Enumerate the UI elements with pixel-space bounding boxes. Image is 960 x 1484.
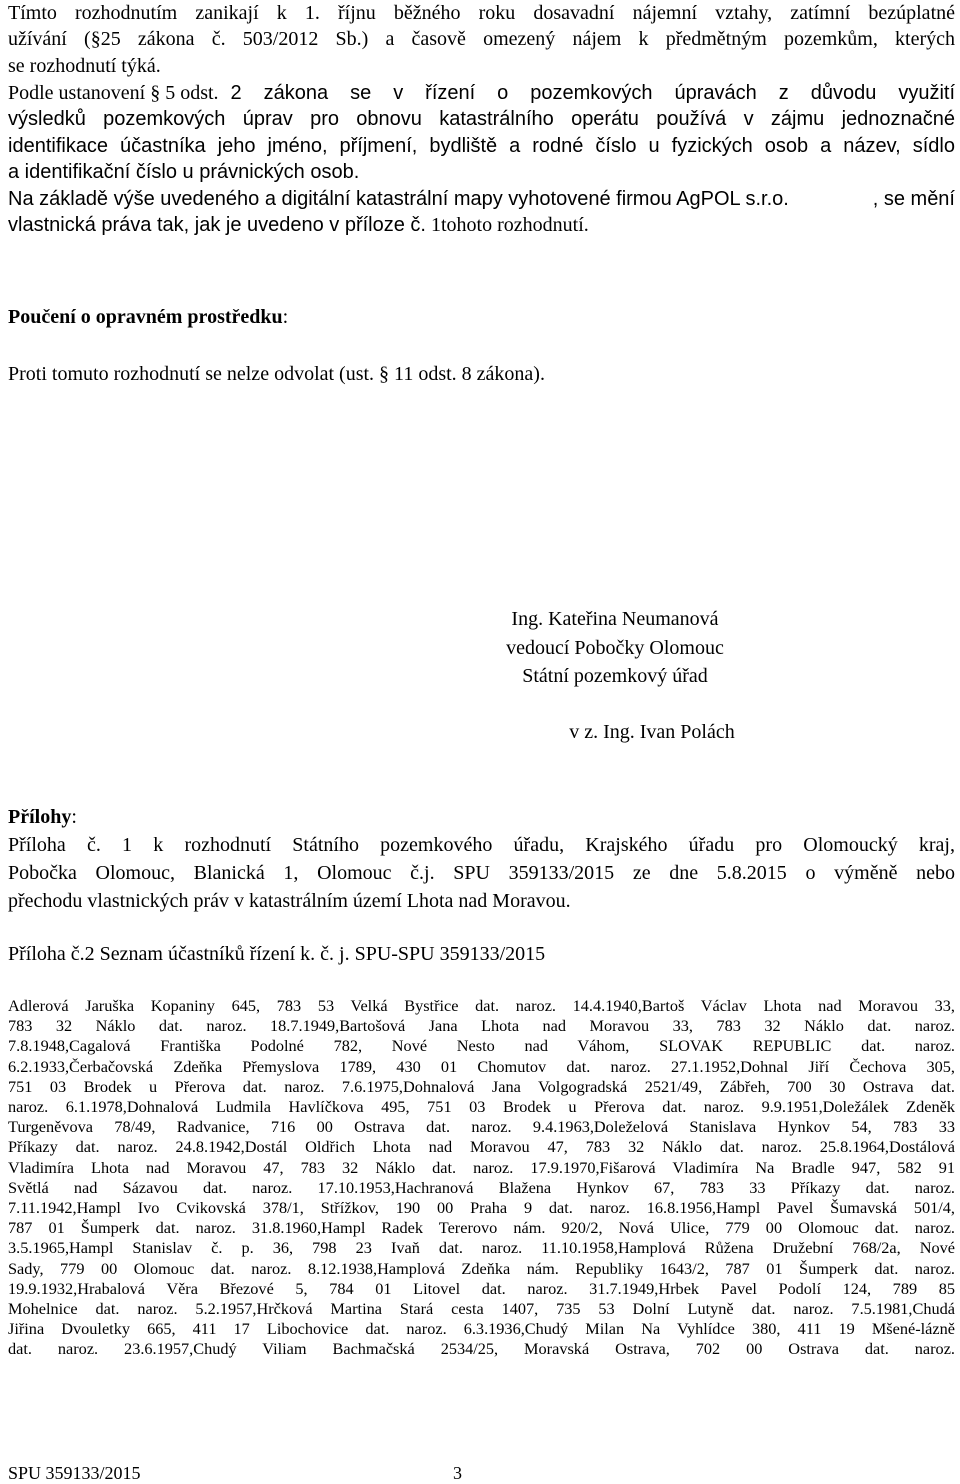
ownership-text: vlastnická práva tak, jak je uvedeno v příloze č. xyxy=(8,214,426,237)
mapping-company-continuation: , se mění xyxy=(872,187,955,210)
participants-line: 783 32 Náklo dat. naroz. 18.7.1949,Bartošová Jana Lhota nad Moravou 33, 783 32 Náklo dat. naroz. xyxy=(8,1016,955,1036)
intro-line: se rozhodnutí týká. xyxy=(8,54,161,77)
attachment-1-line: přechodu vlastnických práv v katastrálním území Lhota nad Moravou. xyxy=(8,890,571,912)
participants-line: Příkazy dat. naroz. 24.8.1942,Dostál Oldřich Lhota nad Moravou 47, 783 32 Náklo dat. naroz. 25.8.1964,Dostálová xyxy=(8,1137,955,1157)
participants-line: dat. naroz. 23.6.1957,Chudý Viliam Bachmačská 2534/25, Moravská Ostrava, 702 00 Ostrava dat. naroz. xyxy=(8,1339,955,1359)
attachment-1 xyxy=(8,831,955,915)
participants-line: Turgeněvova 78/49, Radvanice, 716 00 Ostrava dat. naroz. 9.4.1963,Doleželová Stanislava Hynkov 54, 783 33 xyxy=(8,1117,955,1137)
attachments-heading-colon: : xyxy=(71,806,77,828)
paragraph-line xyxy=(8,212,955,238)
paragraph-line xyxy=(8,80,955,106)
remedy-heading-colon: : xyxy=(282,306,289,328)
page-number: 3 xyxy=(453,1463,462,1483)
remedy-text-line: Proti tomuto rozhodnutí se nelze odvolat (ust. § 11 odst. 8 zákona). xyxy=(8,363,545,385)
participants-line: 7.8.1948,Cagalová Františka Podolné 782, Nové Nesto nad Váhom, SLOVAK REPUBLIC dat. naroz. xyxy=(8,1036,955,1056)
page-footer xyxy=(8,1463,462,1483)
footer-reference: SPU 359133/2015 xyxy=(8,1463,141,1483)
attachment-1-line: Příloha č. 1 k rozhodnutí Státního pozemkového úřadu, Krajského úřadu pro Olomoucký kraj, xyxy=(8,834,955,856)
remedy-heading xyxy=(8,304,955,330)
attachments-heading xyxy=(8,803,955,831)
attachment-1-line: Pobočka Olomouc, Blanická 1, Olomouc č.j. SPU 359133/2015 ze dne 5.8.2015 o výměně nebo xyxy=(8,862,955,884)
deputy-name: v z. Ing. Ivan Polách xyxy=(569,721,735,743)
paragraph-line: a identifikační číslo u právnických osob. xyxy=(8,161,360,184)
participants-line: Vladimíra Lhota nad Moravou 47, 783 32 Náklo dat. naroz. 17.9.1970,Fišarová Vladimíra Na Bradle 947, 582 91 xyxy=(8,1157,955,1177)
remedy-heading-text: Poučení o opravném prostředku xyxy=(8,306,283,328)
law-reference-text: Podle ustanovení § 5 odst. xyxy=(8,82,219,104)
participants-line: Jiřina Dvouletky 665, 411 17 Libochovice dat. naroz. 6.3.1936,Chudý Milan Na Vyhlídce 380, 411 19 Mšené-lázně xyxy=(8,1319,955,1339)
paragraph-line: výsledků pozemkových úprav pro obnovu katastrálního operátu používá v zájmu jednoznačné xyxy=(8,108,955,131)
attachments-heading-text: Přílohy xyxy=(8,806,72,828)
participants-line: Adlerová Jaruška Kopaniny 645, 783 53 Velká Bystřice dat. naroz. 14.4.1940,Bartoš Václav Lhota nad Moravou 33, xyxy=(8,996,955,1015)
participants-line: Sady, 779 00 Olomouc dat. naroz. 8.12.1938,Hamplová Zdeňka nám. Republiky 1643/2, 787 01 Šumperk dat. naroz. xyxy=(8,1258,955,1278)
participants-line: Mohelnice dat. naroz. 5.2.1957,Hrčková Martina Stará cesta 1407, 735 53 Dolní Lutyně dat. naroz. 7.5.1981,Chudá xyxy=(8,1299,955,1319)
participants-line: 6.2.1933,Čerbačovská Zdeňka Přemyslova 1789, 430 01 Chomutov dat. naroz. 27.1.1952,Dohnal Jiří Čechova 305, xyxy=(8,1056,955,1076)
intro-line: Tímto rozhodnutím zanikají k 1. říjnu běžného roku dosavadní nájemní vztahy, zatímní bezúplatné xyxy=(8,2,955,24)
attachment-2 xyxy=(8,940,955,968)
signatory-name: Ing. Kateřina Neumanová xyxy=(511,608,719,630)
identification-paragraph xyxy=(8,80,955,238)
signatory-role: vedoucí Pobočky Olomouc xyxy=(506,636,724,659)
participants-line: naroz. 6.1.1978,Dohnalová Ludmila Havlíčkova 495, 751 03 Brodek u Přerova dat. naroz. 9.9.1951,Doležálek Zdeněk xyxy=(8,1097,955,1117)
intro-paragraph xyxy=(8,0,955,79)
participants-line: 787 01 Šumperk dat. naroz. 31.8.1960,Hampl Radek Tererovo nám. 920/2, Nová Ulice, 779 00 Olomouc dat. naroz. xyxy=(8,1218,955,1238)
paragraph-line: identifikace účastníka jeho jméno, příjmení, bydliště a rodné číslo u fyzických osob a název, sídlo xyxy=(8,134,955,157)
signature-block xyxy=(470,605,760,691)
remedy-text xyxy=(8,361,955,387)
signatory-office: Státní pozemkový úřad xyxy=(522,665,708,687)
paragraph-line xyxy=(8,186,955,212)
participants-line: 3.5.1965,Hampl Stanislav č. p. 36, 798 23 Ivaň dat. naroz. 11.10.1958,Hamplová Růžena Družební 768/2a, Nové xyxy=(8,1238,955,1258)
ownership-text-end: 1tohoto rozhodnutí. xyxy=(426,214,589,237)
participants-line: Světlá nad Sázavou dat. naroz. 17.10.1953,Hachranová Blažena Hynkov 67, 783 33 Příkazy dat. naroz. xyxy=(8,1177,955,1197)
deputy-signature xyxy=(532,718,772,747)
participants-line: 751 03 Brodek u Přerova dat. naroz. 7.6.1975,Dohnalová Jana Volgogradská 2521/49, Zábřeh, 700 30 Ostrava dat. xyxy=(8,1076,955,1096)
attachment-2-text: Příloha č.2 Seznam účastníků řízení k. č. j. SPU-SPU 359133/2015 xyxy=(8,943,546,965)
law-reference-continuation: 2 zákona se v řízení o pozemkových úpravách z důvodu využití xyxy=(230,82,955,104)
participants-line: 19.9.1932,Hrabalová Věra Březové 5, 784 01 Litovel dat. naroz. 31.7.1949,Hrbek Pavel Podolí 124, 789 85 xyxy=(8,1278,955,1298)
intro-line: užívání (§25 zákona č. 503/2012 Sb.) a časově omezený nájem k předmětným pozemkům, kterých xyxy=(8,28,955,51)
participants-list xyxy=(8,996,955,1360)
participants-line: 7.11.1942,Hampl Ivo Cvikovská 378/1, Střížkov, 190 00 Praha 9 dat. naroz. 16.8.1956,Hampl Pavel Šumavská 501/4, xyxy=(8,1198,955,1218)
mapping-company-text: Na základě výše uvedeného a digitální katastrální mapy vyhotovené firmou AgPOL s.r.o. xyxy=(8,187,789,210)
